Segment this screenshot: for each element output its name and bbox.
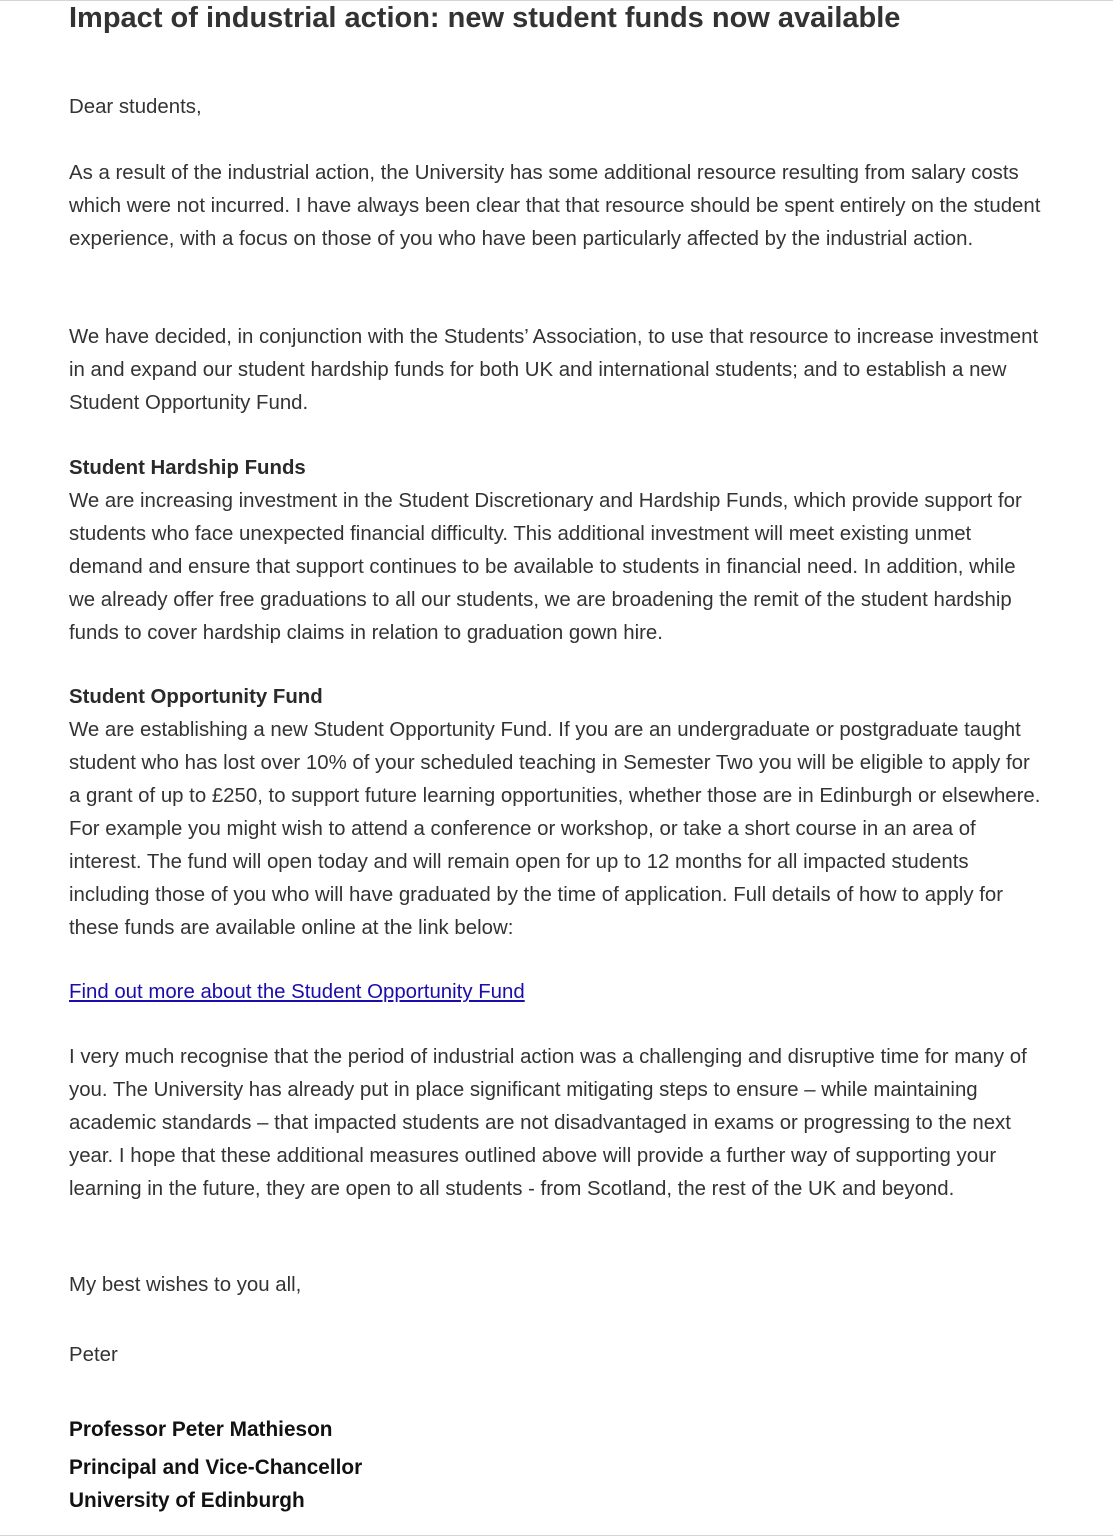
opportunity-paragraph: We are establishing a new Student Opportunity Fund. If you are an undergraduate or postgraduate taught student who has lost over 10% of your scheduled teaching in Semester Two you will be eligible to apply for a grant of up to £250, to support future learning opportunities, whether those are in Edinburgh or elsewhere. For example you might wish to attend a conference or workshop, or take a short course in an area of interest. The fund will open today and will remain open for up to 12 months for all impacted students including those of you who will have graduated by the time of application. Full details of how to apply for these funds are available online at the link below: bbox=[69, 719, 1041, 939]
sender-organization: University of Edinburgh bbox=[69, 1489, 305, 1512]
opportunity-fund-link[interactable]: Find out more about the Student Opportunity Fund bbox=[69, 981, 525, 1003]
signature-first-name: Peter bbox=[69, 1344, 118, 1366]
sender-role: Principal and Vice-Chancellor bbox=[69, 1456, 363, 1479]
closing-paragraph: I very much recognise that the period of industrial action was a challenging and disruptive time for many of you. The University has already put in place significant mitigating steps to ensure – while maintaining academic standards – that impacted students are not disadvantaged in exams or progressing to the next year. I hope that these additional measures outlined above will provide a further way of supporting your learning in the future, they are open to all students - from Scotland, the rest of the UK and beyond. bbox=[69, 1046, 1027, 1200]
hardship-heading: Student Hardship Funds bbox=[69, 457, 306, 479]
opportunity-heading: Student Opportunity Fund bbox=[69, 686, 323, 708]
sign-off: My best wishes to you all, bbox=[69, 1274, 302, 1296]
intro-paragraph: As a result of the industrial action, the University has some additional resource resulting from salary costs which were not incurred. I have always been clear that that resource should be spent entirely on the student experience, with a focus on those of you who have been particularly affected by the industrial action. bbox=[69, 162, 1041, 250]
sender-name: Professor Peter Mathieson bbox=[69, 1418, 333, 1441]
greeting: Dear students, bbox=[69, 96, 202, 118]
email-title: Impact of industrial action: new student funds now available bbox=[69, 2, 901, 34]
hardship-paragraph: We are increasing investment in the Student Discretionary and Hardship Funds, which provide support for students who face unexpected financial difficulty. This additional investment will meet existing unmet demand and ensure that support continues to be available to students in financial need. In addition, while we already offer free graduations to all our students, we are broadening the remit of the student hardship funds to cover hardship claims in relation to graduation gown hire. bbox=[69, 490, 1022, 644]
decision-paragraph: We have decided, in conjunction with the Students’ Association, to use that resource to increase investment in and expand our student hardship funds for both UK and international students; and to establish a new Student Opportunity Fund. bbox=[69, 326, 1039, 414]
